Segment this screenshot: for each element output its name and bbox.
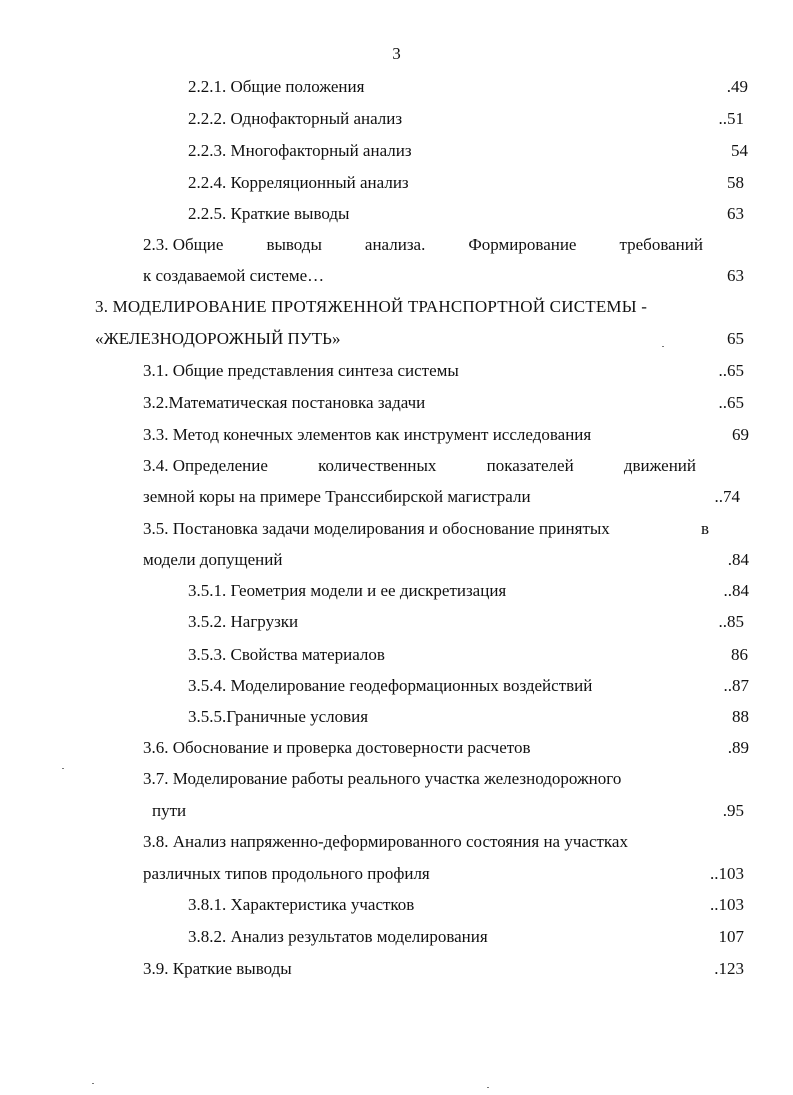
entry-title: «ЖЕЛЕЗНОДОРОЖНЫЙ ПУТЬ» xyxy=(95,329,341,348)
entry-page: 54 xyxy=(731,141,748,160)
entry-page: ..84 xyxy=(723,581,749,600)
entry-title: 3.5.4. Моделирование геодеформационных воздействий xyxy=(188,676,593,695)
entry-title: 3.8.1. Характеристика участков xyxy=(188,895,415,914)
entry-page: 58 xyxy=(727,173,744,192)
word: движений xyxy=(623,456,696,475)
chapter-heading[interactable]: 3. МОДЕЛИРОВАНИЕ ПРОТЯЖЕННОЙ ТРАНСПОРТНОЙ СИСТЕМЫ - xyxy=(95,297,648,316)
entry-page: 65 xyxy=(727,329,744,348)
word: 3.4. Определение xyxy=(143,456,268,475)
entry-title: земной коры на примере Транссибирской магистрали xyxy=(143,487,531,506)
entry-title: 3.5.3. Свойства материалов xyxy=(188,645,385,664)
entry-page: ..87 xyxy=(723,676,749,695)
entry-page: 63 xyxy=(727,204,744,223)
word: выводы xyxy=(266,235,322,254)
entry-title: 3.5.5.Граничные условия xyxy=(188,707,369,726)
word: в xyxy=(700,519,709,538)
entry-page: ..65 xyxy=(718,393,744,412)
entry-title: 3.9. Краткие выводы xyxy=(143,959,292,978)
entry-title: 3.8.2. Анализ результатов моделирования xyxy=(188,927,488,946)
entry-page: ..103 xyxy=(710,864,744,883)
entry-page: .89 xyxy=(727,738,749,757)
entry-page: ..51 xyxy=(718,109,744,128)
entry-title: 3.5.2. Нагрузки xyxy=(188,612,299,631)
entry-page: ..74 xyxy=(714,487,740,506)
scan-speck xyxy=(92,1083,94,1084)
toc-entry-line[interactable] xyxy=(143,518,709,540)
page-number: 3 xyxy=(392,44,401,63)
entry-page: .95 xyxy=(722,801,744,820)
entry-title: 3.1. Общие представления синтеза системы xyxy=(143,361,459,380)
word: количественных xyxy=(318,456,437,475)
entry-title: к создаваемой системе… xyxy=(143,266,325,285)
entry-page: ..85 xyxy=(718,612,744,631)
word: показателей xyxy=(486,456,574,475)
entry-page: 69 xyxy=(732,425,749,444)
word: 3.5. Постановка задачи моделирования и обоснование принятых xyxy=(143,519,610,538)
word: требований xyxy=(619,235,703,254)
entry-title: различных типов продольного профиля xyxy=(143,864,430,883)
entry-title: 2.2.3. Многофакторный анализ xyxy=(188,141,412,160)
word: Формирование xyxy=(468,235,577,254)
entry-title: 3.3. Метод конечных элементов как инструмент исследования xyxy=(143,425,592,444)
scan-speck xyxy=(62,768,64,769)
entry-title: 3.2.Математическая постановка задачи xyxy=(143,393,426,412)
scan-speck xyxy=(487,1087,489,1088)
entry-title: 2.2.4. Корреляционный анализ xyxy=(188,173,409,192)
entry-title: модели допущений xyxy=(143,550,283,569)
toc-entry-line[interactable] xyxy=(143,234,703,256)
entry-title: 2.2.2. Однофакторный анализ xyxy=(188,109,403,128)
entry-page: .84 xyxy=(727,550,749,569)
entry-page: ..103 xyxy=(710,895,744,914)
entry-page: .49 xyxy=(726,77,748,96)
entry-page: 63 xyxy=(727,266,744,285)
entry-page: 107 xyxy=(718,927,744,946)
scan-speck xyxy=(662,346,664,347)
entry-page: 86 xyxy=(731,645,748,664)
toc-entry-line[interactable] xyxy=(143,455,696,477)
entry-page: .123 xyxy=(714,959,744,978)
entry-title: 3.5.1. Геометрия модели и ее дискретизация xyxy=(188,581,507,600)
word: 2.3. Общие xyxy=(143,235,224,254)
entry-title: 3.6. Обоснование и проверка достоверности расчетов xyxy=(143,738,531,757)
entry-title: 2.2.5. Краткие выводы xyxy=(188,204,350,223)
entry-title: 2.2.1. Общие положения xyxy=(188,77,365,96)
word: анализа. xyxy=(364,235,426,254)
entry-title: пути xyxy=(152,801,187,820)
toc-entry-line[interactable]: 3.7. Моделирование работы реального участка железнодорожного xyxy=(143,769,622,788)
toc-entry-line[interactable]: 3.8. Анализ напряженно-деформированного состояния на участках xyxy=(143,832,628,851)
entry-page: 88 xyxy=(732,707,749,726)
entry-page: ..65 xyxy=(718,361,744,380)
